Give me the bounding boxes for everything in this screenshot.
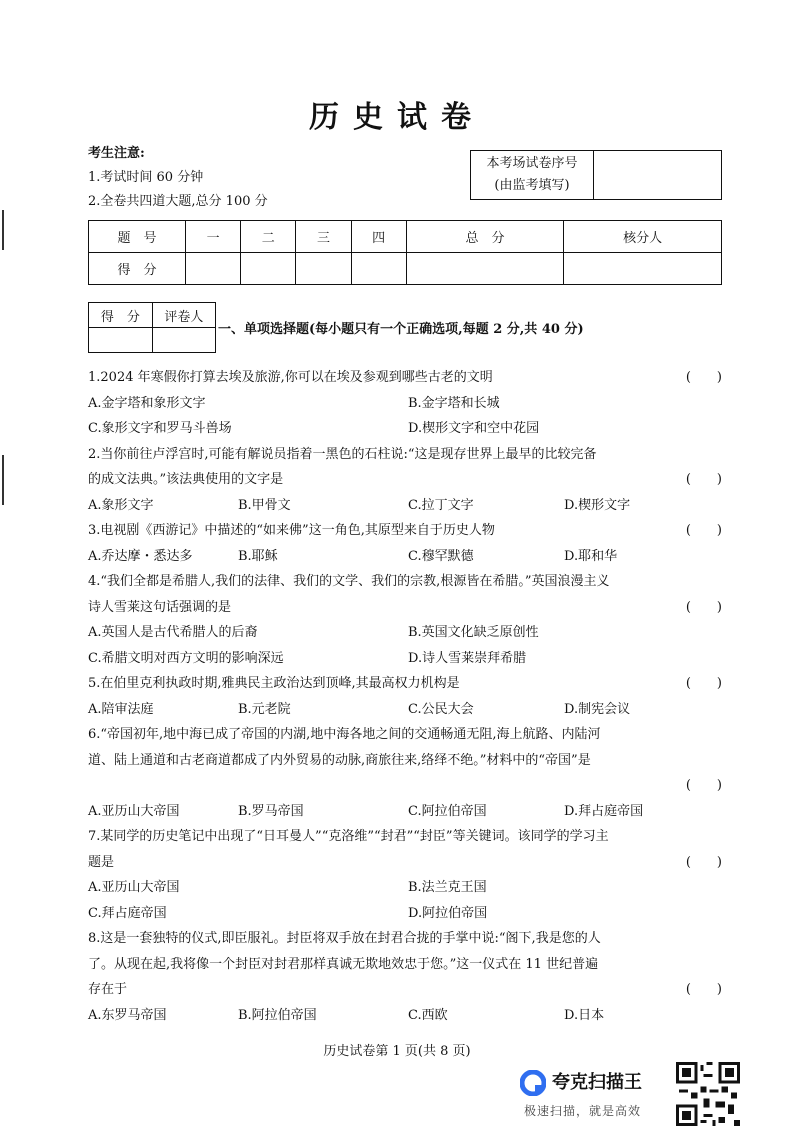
score-cell[interactable] [406,253,564,285]
scanner-slogan: 极速扫描，就是高效 [524,1104,642,1118]
question-text-line: 6.“帝国初年,地中海已成了帝国的内湖,地中海各地之间的交通畅通无阻,海上航路、内陆河 [88,727,601,742]
option-d[interactable]: D.楔形文字 [564,497,631,513]
answer-blank[interactable]: ( ) [685,472,722,487]
section-grader-label: 评卷人 [152,303,215,328]
option-c[interactable]: C.西欧 [408,1007,448,1023]
serial-field[interactable] [594,151,722,200]
question-6 [88,722,722,824]
option-row [88,697,722,723]
scanner-logo-icon [520,1070,546,1096]
option-a[interactable]: A.陪审法庭 [88,701,154,717]
option-a[interactable]: A.金字塔和象形文字 [88,395,206,411]
answer-blank[interactable]: ( ) [685,778,722,793]
section-score-label: 得 分 [89,303,153,328]
answer-blank[interactable]: ( ) [685,982,722,997]
score-header: 四 [351,221,406,253]
option-a[interactable]: A.英国人是古代希腊人的后裔 [88,625,258,640]
option-c[interactable]: C.阿拉伯帝国 [408,803,487,819]
serial-number-box [470,150,722,200]
score-header: 三 [296,221,351,253]
option-d[interactable]: D.耶和华 [564,548,618,564]
option-row [88,544,722,570]
option-b[interactable]: B.耶稣 [238,548,278,564]
question-text-line: 了。从现在起,我将像一个封臣对封君那样真诚无欺地效忠于您。”这一仪式在 11 世纪普遍 [88,956,599,972]
page-footer: 历史试卷第 1 页(共 8 页) [323,1044,471,1059]
option-d[interactable]: D.楔形文字和空中花园 [408,421,540,436]
score-table [88,220,722,285]
score-header: 一 [186,221,241,253]
score-cell[interactable] [296,253,351,285]
section-grader-cell[interactable] [152,328,215,353]
option-c[interactable]: C.拜占庭帝国 [88,905,167,921]
qr-code-icon [676,1062,740,1126]
question-text-line: 1.2024 年寒假你打算去埃及旅游,你可以在埃及参观到哪些古老的文明 ( ) [88,365,722,391]
notice-item: 2.全卷共四道大题,总分 100 分 [88,194,268,209]
option-d[interactable]: D.制宪会议 [564,701,631,717]
question-4 [88,569,722,671]
question-8 [88,926,722,1028]
question-text-line: 4.“我们全都是希腊人,我们的法律、我们的文学、我们的宗教,根源皆在希腊。”英国浪漫主义 [88,574,610,589]
question-7 [88,824,722,926]
option-row [88,1003,722,1029]
score-header: 总 分 [406,221,564,253]
question-text-line: 诗人雪莱这句话强调的是 ( ) [88,595,722,621]
binding-mark [2,455,4,505]
option-row [88,646,722,672]
option-b[interactable]: B.金字塔和长城 [408,395,500,411]
score-header: 二 [241,221,296,253]
option-d[interactable]: D.阿拉伯帝国 [408,905,488,921]
question-text-line: 3.电视剧《西游记》中描述的“如来佛”这一角色,其原型来自于历史人物 ( ) [88,518,722,544]
question-text-line: 道、陆上通道和古老商道都成了内外贸易的动脉,商旅往来,络绎不绝。”材料中的“帝国”是 [88,752,591,768]
option-d[interactable]: D.日本 [564,1007,605,1023]
option-row [88,416,722,442]
question-text-line: 7.某同学的历史笔记中出现了“日耳曼人”“克洛维”“封君”“封臣”等关键词。该同学的学习主 [88,829,609,844]
question-5 [88,671,722,722]
score-cell[interactable] [186,253,241,285]
option-c[interactable]: C.公民大会 [408,701,474,717]
question-text-line: 5.在伯里克利执政时期,雅典民主政治达到顶峰,其最高权力机构是 ( ) [88,671,722,697]
answer-blank[interactable]: ( ) [685,854,722,870]
question-list [88,365,722,1028]
notice-item: 1.考试时间 60 分钟 [88,170,204,185]
option-d[interactable]: D.拜占庭帝国 [564,803,644,819]
score-table-header-row [89,221,722,253]
scanner-name: 夸克扫描王 [552,1072,642,1093]
option-c[interactable]: C.象形文字和罗马斗兽场 [88,421,232,436]
option-c[interactable]: C.拉丁文字 [408,497,474,513]
question-text-line: 题是 ( ) [88,850,722,876]
option-b[interactable]: B.法兰克王国 [408,880,487,895]
option-row [88,901,722,927]
option-a[interactable]: A.亚历山大帝国 [88,880,180,895]
serial-label: 本考场试卷序号 (由监考填写) [471,151,594,200]
answer-blank[interactable]: ( ) [685,599,722,615]
option-c[interactable]: C.穆罕默德 [408,548,474,564]
option-a[interactable]: A.东罗马帝国 [88,1007,167,1023]
option-b[interactable]: B.阿拉伯帝国 [238,1007,317,1023]
option-row [88,493,722,519]
score-row-label: 得 分 [89,253,186,285]
question-3 [88,518,722,569]
score-table-row [89,253,722,285]
score-cell[interactable] [351,253,406,285]
score-cell[interactable] [241,253,296,285]
option-row [88,799,722,825]
question-text-line [88,773,722,799]
option-c[interactable]: C.希腊文明对西方文明的影响深远 [88,650,284,666]
option-a[interactable]: A.亚历山大帝国 [88,803,180,819]
score-cell[interactable] [564,253,722,285]
section-score-cell[interactable] [89,328,153,353]
option-d[interactable]: D.诗人雪莱崇拜希腊 [408,650,527,666]
notice-heading: 考生注意: [88,146,145,161]
question-text-line: 8.这是一套独特的仪式,即臣服礼。封臣将双手放在封君合拢的手掌中说:“阁下,我是您的人 [88,931,601,946]
question-text-line: 2.当你前往卢浮宫时,可能有解说员指着一黑色的石柱说:“这是现存世界上最早的比较完备 [88,446,597,462]
option-row [88,875,722,901]
question-1 [88,365,722,442]
question-text-line: 存在于 ( ) [88,977,722,1003]
section-grader-box [88,302,216,353]
binding-mark [2,210,4,250]
option-b[interactable]: B.英国文化缺乏原创性 [408,625,539,640]
question-text-line: 的成文法典。”该法典使用的文字是 ( ) [88,467,722,493]
option-a[interactable]: A.乔达摩・悉达多 [88,548,193,564]
option-row [88,391,722,417]
option-b[interactable]: B.元老院 [238,701,291,717]
page-title: 历史试卷 [309,100,485,135]
section-title: 一、单项选择题(每小题只有一个正确选项,每题 2 分,共 40 分) [218,322,584,337]
option-row [88,620,722,646]
score-header: 核分人 [564,221,722,253]
answer-blank[interactable]: ( ) [685,523,722,538]
scanner-watermark [520,1068,670,1128]
score-header: 题 号 [89,221,186,253]
option-b[interactable]: B.罗马帝国 [238,803,304,819]
answer-blank[interactable]: ( ) [685,370,722,385]
answer-blank[interactable]: ( ) [685,676,722,691]
option-b[interactable]: B.甲骨文 [238,497,291,513]
question-2 [88,442,722,519]
option-a[interactable]: A.象形文字 [88,497,154,513]
